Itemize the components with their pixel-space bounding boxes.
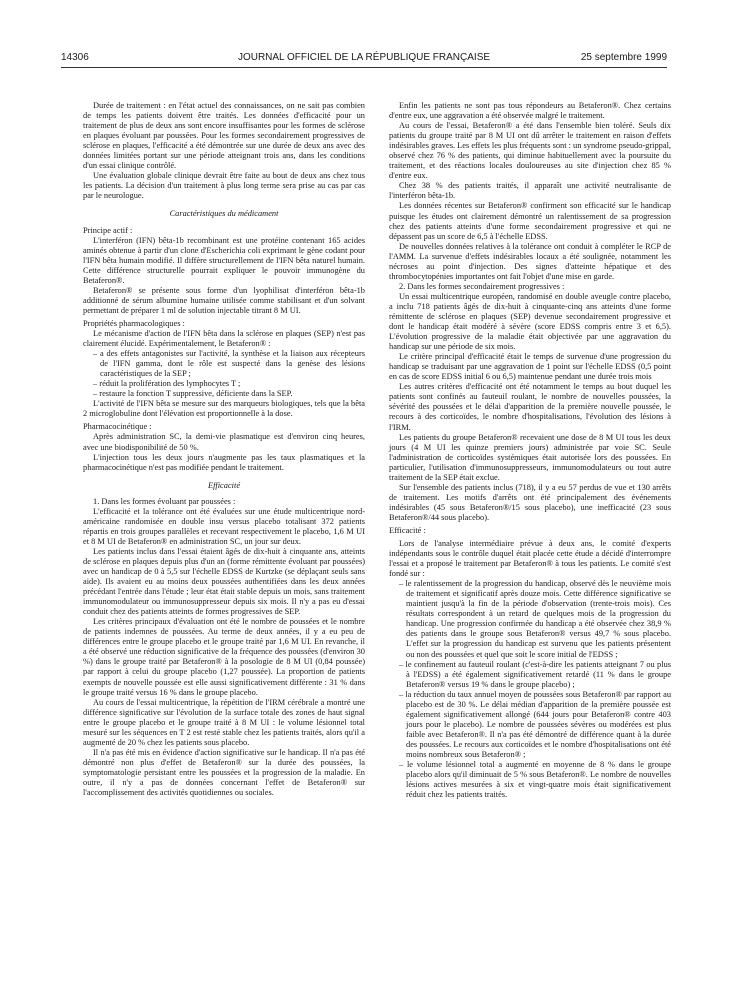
paragraph: Sur l'ensemble des patients inclus (718), il y a eu 57 perdus de vue et 130 arrêts de traitement. Les motifs d'arrêts ont été principalement des événements indésirables (45 sous Betaferon®/15 sous placebo), une inefficacité (23 sous Betaferon®/44 sous placebo). [389, 482, 671, 522]
list-item: – le volume lésionnel total a augmenté en moyenne de 8 % dans le groupe placebo alors qu'il diminuait de 5 % sous Betaferon®. Le nombre de nouvelles lésions actives mesurées à six et vingt-quatre mois était significativement réduit chez les patients traités. [399, 760, 671, 800]
paragraph: Il n'a pas été mis en évidence d'action significative sur le handicap. Il n'a pas été démontré non plus d'effet de Betaferon® sur la durée des poussées, la symptomatologie persistant entre les poussées et la progression de la maladie. En outre, il n'y a pas de données concernant l'effet de Betaferon® sur l'accomplissement des activités quotidiennes ou sociales. [83, 747, 365, 798]
paragraph: Les données récentes sur Betaferon® confirment son efficacité sur le handicap puisque les études ont clairement démontré un ralentissement de sa progression chez des patients atteints d'une forme secondairement progressive et qui ne dépassent pas un score de 6,5 à l'échelle EDSS. [389, 201, 671, 241]
journal-title: JOURNAL OFFICIEL DE LA RÉPUBLIQUE FRANÇAISE [237, 52, 491, 63]
paragraph: Chez 38 % des patients traités, il apparaît une activité neutralisante de l'interféron bêta-1b. [389, 181, 671, 201]
paragraph: Les critères principaux d'évaluation ont été le nombre de poussées et le nombre de patients indemnes de poussées. Au terme de deux années, il y a eu peu de différences entre le groupe placebo et le groupe traité par 1,6 M UI. En revanche, il a été observé une réduction significative de la fréquence des poussées (d'environ 30 %) dans le groupe traité par Betaferon® à la posologie de 8 M UI (0,84 poussée) par rapport à celui du groupe placebo (1,27 poussée). La proportion de patients exempts de nouvelle poussée est elle aussi significativement différente : 31 % dans le groupe traité versus 16 % dans le groupe placebo. [83, 617, 365, 697]
page-header [61, 52, 667, 66]
paragraph: Enfin les patients ne sont pas tous répondeurs au Betaferon®. Chez certains d'entre eux, une aggravation a été observée malgré le traitement. [389, 101, 671, 121]
paragraph: L'injection tous les deux jours n'augmente pas les taux plasmatiques et la pharmacocinétique n'est pas modifiée pendant le traitement. [83, 452, 365, 472]
committee-findings-list [389, 579, 671, 800]
header-rule [61, 67, 667, 68]
subheading-pharmacologiques: Propriétés pharmacologiques : [83, 318, 185, 328]
section-heading-efficacite: Efficacité [207, 480, 241, 490]
publication-date: 25 septembre 1999 [580, 52, 667, 63]
paragraph: L'efficacité et la tolérance ont été évaluées sur une étude multicentrique nord-américaine randomisée en double insu versus placebo totalisant 372 patients répartis en trois groupes parallèles et recevant respectivement le placebo, 1,6 M UI et 8 M UI de Betaferon® en administration SC, un jour sur deux. [83, 506, 365, 546]
paragraph: L'activité de l'IFN bêta se mesure sur des marqueurs biologiques, tels que la bêta 2 microglobuline dont l'élévation est proportionnelle à la dose. [83, 399, 365, 419]
paragraph: Au cours de l'essai, Betaferon® a été dans l'ensemble bien toléré. Seuls dix patients du groupe traité par 8 M UI ont dû arrêter le traitement en raison d'effets indésirables graves. Les effets les plus fréquents sont : un syndrome pseudo-grippal, observé chez 76 % des patients, qui diminue habituellement avec la poursuite du traitement, et des réactions locales douloureuses au site d'injection chez 85 % d'entre eux. [389, 121, 671, 181]
paragraph: Le critère principal d'efficacité était le temps de survenue d'une progression du handicap se traduisant par une aggravation de 1 point sur l'échelle EDSS (0,5 point en cas de score EDSS initial 6 ou 6,5) maintenue pendant une durée trois mois [389, 352, 671, 382]
paragraph: Lors de l'analyse intermédiaire prévue à deux ans, le comité d'experts indépendants sous le contrôle duquel était placée cette étude a décidé d'interrompre l'essai et a proposé le traitement par Betaferon® à tous les patients. Le comité s'est fondé sur : [389, 539, 671, 579]
subheading-pharmacocinetique: Pharmacocinétique : [83, 422, 152, 432]
paragraph: Le mécanisme d'action de l'IFN bêta dans la sclérose en plaques (SEP) n'est pas clairement élucidé. Expérimentalement, le Betaferon® : [83, 328, 365, 349]
list-item: – a des effets antagonistes sur l'activité, la synthèse et la liaison aux récepteurs de l'IFN gamma, dont le rôle est suspecté dans la genèse des lésions caractéristiques de la SEP ; [93, 349, 365, 379]
list-item: – la réduction du taux annuel moyen de poussées sous Betaferon® par rapport au placebo est de 30 %. Le délai médian d'apparition de la première poussée est également significativement allongé (644 jours pour Betaferon® contre 403 jours pour le placebo). Le nombre de poussées sévères ou modérées est plus faible avec Betaferon®. Il n'a pas été démontré de différence quant à la durée des poussées. Le recours aux corticoïdes et le nombre d'hospitalisations ont été moins nombreux sous Betaferon® ; [399, 690, 671, 760]
paragraph: 2. Dans les formes secondairement progressives : [399, 281, 565, 291]
effects-list [83, 349, 365, 399]
section-heading-characteristics: Caractéristiques du médicament [169, 209, 279, 219]
paragraph: Après administration SC, la demi-vie plasmatique est d'environ cinq heures, avec une biodisponibilité de 50 %. [83, 432, 365, 452]
paragraph: L'interféron (IFN) bêta-1b recombinant est une protéine contenant 165 acides aminés obtenue à partir d'un clone d'Escherichia coli exprimant le gène codant pour l'IFN bêta humain modifié. Il diffère structurellement de l'IFN bêta naturel humain. Cette différence structurelle pourrait expliquer le pouvoir immunogène du Betaferon®. [83, 235, 365, 285]
paragraph: 1. Dans les formes évoluant par poussées : [93, 496, 236, 506]
paragraph: Les patients inclus dans l'essai étaient âgés de dix-huit à cinquante ans, atteints de sclérose en plaques depuis plus d'un an (forme rémittente évoluant par poussées) avec un handicap de 0 à 5,5 sur l'échelle EDSS de Kurtzke (se déplaçant seuls sans aide). Ils avaient eu au moins deux poussées authentifiées dans les deux années précédant l'entrée dans l'étude ; leur état était stable depuis un mois, sans traitement immunomodulateur ou immunosuppresseur depuis six mois. Il n'y a pas eu d'essai conduit chez des patients atteints de formes progressives de SEP. [83, 546, 365, 617]
left-column [83, 101, 365, 798]
page-number: 14306 [61, 52, 89, 63]
paragraph: Un essai multicentrique européen, randomisé en double aveugle contre placebo, a inclu 718 patients âgés de dix-huit à cinquante-cinq ans atteints d'une forme rémittente de sclérose en plaques (SEP) devenue secondairement progressive et dont le handicap était modéré à sévère (score EDSS compris entre 3 et 6,5). L'évolution progressive de la maladie était objectivée par une aggravation du handicap sur une période de six mois. [389, 291, 671, 352]
paragraph: Durée de traitement : en l'état actuel des connaissances, on ne sait pas combien de temps les patients doivent être traités. Les données d'efficacité pour un traitement de plus de deux ans sont encore insuffisantes pour les formes de sclérose en plaques évoluant par poussées. Pour les formes secondairement progressives de sclérose en plaques, l'efficacité a été démontrée sur une durée de deux ans avec des données limitées portant sur une période atteignant trois ans, dans les conditions d'un essai clinique contrôlé. [83, 101, 365, 171]
subheading-principe-actif: Principe actif : [83, 225, 133, 235]
paragraph: De nouvelles données relatives à la tolérance ont conduit à compléter le RCP de l'AMM. La survenue d'effets indésirables locaux a été soulignée, notamment les nécroses au point d'injection. Des signes d'atteinte hépatique et des thrombocytopénies importantes ont fait l'objet d'une mise en garde. [389, 241, 671, 281]
subheading-efficacite: Efficacité : [389, 525, 426, 535]
list-item: – réduit la prolifération des lymphocytes T ; [93, 379, 365, 389]
paragraph: Une évaluation globale clinique devrait être faite au bout de deux ans chez tous les patients. La décision d'un traitement à plus long terme sera prise au cas par cas par le neurologue. [83, 171, 365, 201]
paragraph: Les autres critères d'efficacité ont été notamment le temps au bout duquel les patients sont confinés au fauteuil roulant, le nombre de nouvelles poussées, la sévérité des poussées et le délai d'apparition de la première nouvelle poussée, le recours à des corticoïdes, le nombre d'hospitalisations, l'évolution des lésions à l'IRM. [389, 382, 671, 432]
paragraph: Les patients du groupe Betaferon® recevaient une dose de 8 M UI tous les deux jours (4 M UI les quinze premiers jours) administrée par voie SC. Seule l'administration de corticoïdes systémiques était autorisée lors des poussées. En particulier, l'utilisation d'immunosuppresseurs, immunomodulateurs ou tout autre traitement de la SEP était exclue. [389, 432, 671, 482]
paragraph: Au cours de l'essai multicentrique, la répétition de l'IRM cérébrale a montré une différence significative sur l'évolution de la surface totale des zones de haut signal entre le groupe placebo et le groupe traité à 8 M UI : le volume lésionnel total mesuré sur les séquences en T 2 est resté stable chez les patients traités, alors qu'il a augmenté de 20 % chez les patients sous placebo. [83, 697, 365, 747]
right-column [389, 101, 671, 800]
paragraph: Betaferon® se présente sous forme d'un lyophilisat d'interféron bêta-1b additionné de sérum albumine humaine utilisée comme stabilisant et d'un solvant permettant de préparer 1 ml de solution injectable titrant 8 M UI. [83, 285, 365, 315]
list-item: – le confinement au fauteuil roulant (c'est-à-dire les patients atteignant 7 ou plus à l'EDSS) a été également significativement retardé (11 % dans le groupe Betaferon® versus 19 % dans le groupe placebo) ; [399, 660, 671, 690]
list-item: – le ralentissement de la progression du handicap, observé dès le neuvième mois de traitement et significatif après douze mois. Cette différence significative se maintient jusqu'à la fin de la période d'observation (trente-trois mois). Ces résultats correspondent à un retard de quelques mois de la progression du handicap. Une progression confirmée du handicap a été observée chez 38,9 % des patients dans le groupe sous Betaferon® versus 49,7 % sous placebo. L'effet sur la progression du handicap est survenu que les patients présentent ou non des poussées et quel que soit le score initial de l'EDSS ; [399, 579, 671, 659]
list-item: – restaure la fonction T suppressive, déficiente dans la SEP. [93, 389, 365, 399]
